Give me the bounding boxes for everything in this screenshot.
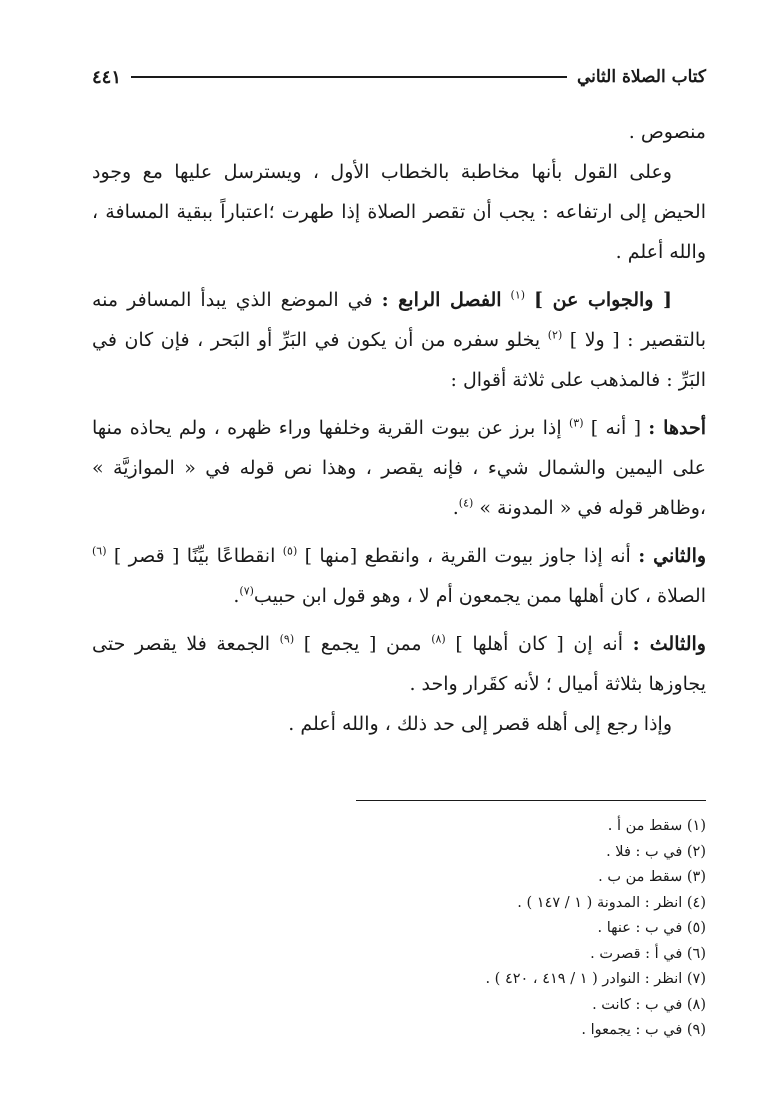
second-opinion-label: والثاني : bbox=[638, 545, 707, 567]
paragraph-4 bbox=[92, 408, 706, 528]
footnote-ref-4: (٤) bbox=[458, 496, 474, 510]
paragraph-6 bbox=[92, 624, 706, 704]
footnote-8: (٨) في ب : كانت . bbox=[592, 996, 706, 1013]
paragraph-3-text-a: في الموضع الذي يبدأ المسافر منه بالتقصير : [ ولا ] bbox=[92, 289, 706, 351]
paragraph-4-text-c: . bbox=[452, 497, 459, 519]
paragraph-2: وعلى القول بأنها مخاطبة بالخطاب الأول ، ويسترسل عليها مع وجود الحيض إلى ارتفاعه : يجب أن تقصر الصلاة إذا طهرت ؛اعتباراً ببقية المسافة ، والله أعلم . bbox=[92, 161, 706, 263]
footnote-5: (٥) في ب : عنها . bbox=[597, 920, 706, 936]
paragraph-5-text-b: انقطاعًا بيِّنًا [ قصر ] bbox=[113, 545, 276, 567]
footnote-ref-7: (٧) bbox=[239, 584, 254, 598]
footnote-4: (٤) انظر : المدونة ( ١ / ١٤٧ ) . bbox=[517, 894, 706, 911]
footnote-9: (٩) في ب : يجمعوا . bbox=[581, 1022, 706, 1038]
footnote-2: (٢) في ب : فلا . bbox=[606, 843, 706, 860]
paragraph-3-text-b: يخلو سفره من أن يكون في البَرِّ أو البَحر ، فإن كان في البَرِّ : فالمذهب على ثلاثة أقوال : bbox=[92, 329, 706, 391]
paragraph-6-text-b: ممن [ يجمع ] bbox=[303, 633, 422, 655]
footnote-ref-5: (٥) bbox=[282, 544, 298, 558]
footnote-ref-2: (٢) bbox=[547, 328, 563, 342]
third-opinion-label: والثالث : bbox=[632, 633, 706, 655]
paragraph-5 bbox=[92, 536, 706, 616]
paragraph-1: منصوص . bbox=[628, 121, 706, 143]
footnote-ref-8: (٨) bbox=[431, 632, 446, 646]
paragraph-3 bbox=[92, 280, 706, 400]
header-rule bbox=[131, 76, 567, 78]
footnote-separator bbox=[356, 800, 706, 801]
footnote-1: (١) سقط من أ . bbox=[607, 818, 706, 834]
answer-bracket: [ والجواب عن ] bbox=[534, 289, 673, 311]
footnote-6: (٦) في أ : قصرت . bbox=[590, 945, 706, 962]
footnote-ref-6: (٦) bbox=[92, 544, 107, 558]
paragraph-4-text-b: إذا برز عن بيوت القرية وخلفها وراء ظهره ، ولم يحاذه منها على اليمين والشمال شيء ، فإنه يقصر ، وهذا نص قوله في « الموازيَّة » ،وظاهر قوله في « المدونة » bbox=[92, 417, 706, 519]
paragraph-5-text-a: أنه إذا جاوز بيوت القرية ، وانقطع [منها ] bbox=[304, 545, 631, 567]
header-title: كتاب الصلاة الثاني bbox=[576, 67, 706, 87]
footnote-7: (٧) انظر : النوادر ( ١ / ٤١٩ ، ٤٢٠ ) . bbox=[485, 971, 706, 987]
footnote-ref-1: (١) bbox=[510, 288, 526, 302]
paragraph-6-text-c: الجمعة فلا يقصر حتى يجاوزها بثلاثة أميال ؛ لأنه كقَرار واحد . bbox=[92, 633, 706, 695]
running-header bbox=[92, 62, 706, 92]
footnote-3: (٣) سقط من ب . bbox=[598, 869, 706, 885]
paragraph-5-text-d: . bbox=[233, 585, 240, 607]
footnotes bbox=[306, 814, 706, 1044]
paragraph-4-text-a: [ أنه ] bbox=[590, 417, 641, 439]
first-opinion-label: أحدها : bbox=[648, 417, 706, 439]
paragraph-6-text-a: أنه إن [ كان أهلها ] bbox=[455, 633, 623, 655]
page-number: ٤٤١ bbox=[92, 66, 122, 88]
main-text bbox=[92, 112, 706, 744]
section-title: الفصل الرابع : bbox=[381, 289, 502, 311]
paragraph-5-text-c: الصلاة ، كان أهلها ممن يجمعون أم لا ، وهو قول ابن حبيب bbox=[253, 585, 706, 607]
paragraph-7: وإذا رجع إلى أهله قصر إلى حد ذلك ، والله أعلم . bbox=[288, 713, 672, 735]
footnote-ref-3: (٣) bbox=[568, 416, 584, 430]
footnote-ref-9: (٩) bbox=[279, 632, 295, 646]
